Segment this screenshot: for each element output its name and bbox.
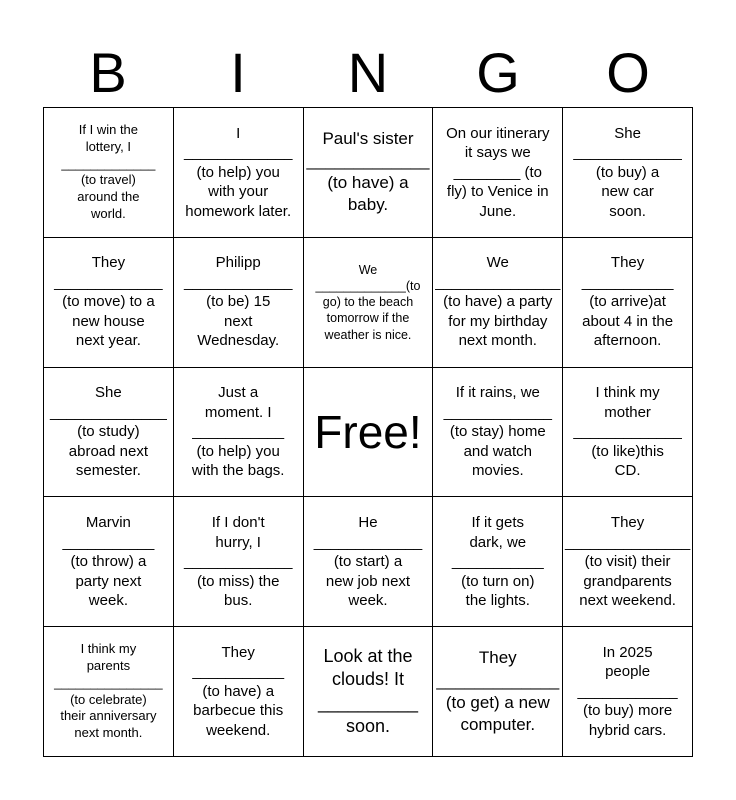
bingo-cell-r2c4 xyxy=(433,238,563,368)
bingo-cell-text: If it gets dark, we ___________ (to turn on) the lights. xyxy=(451,514,544,610)
header-letter-o: O xyxy=(606,41,650,104)
bingo-cell-text: Marvin ___________ (to throw) a party next week. xyxy=(62,514,155,610)
bingo-cell-text: Look at the clouds! It __________ soon. xyxy=(317,645,419,736)
bingo-cell-r3c1 xyxy=(44,368,174,498)
bingo-cell-r3c2 xyxy=(174,368,304,498)
bingo-cell-r2c5 xyxy=(563,238,693,368)
bingo-cell-r4c3 xyxy=(304,497,434,627)
bingo-cell-r1c2 xyxy=(174,108,304,238)
header-letter-b: B xyxy=(89,41,127,104)
bingo-cell-text: I think my mother _____________ (to like)this CD. xyxy=(573,384,682,480)
header-letter-g: G xyxy=(476,41,520,104)
bingo-cell-text: If I win the lottery, I _____________ (to travel) around the world. xyxy=(61,121,156,222)
bingo-cell-r1c4 xyxy=(433,108,563,238)
bingo-cell-r4c4 xyxy=(433,497,563,627)
bingo-cell-r4c1 xyxy=(44,497,174,627)
bingo-cell-text: Just a moment. I ___________ (to help) you with the bags. xyxy=(191,384,285,480)
bingo-cell-text: They ___________ (to arrive)at about 4 in the afternoon. xyxy=(581,254,674,350)
bingo-cell-text: They _____________ (to move) to a new house next year. xyxy=(54,254,163,350)
bingo-cell-r2c1 xyxy=(44,238,174,368)
bingo-cell-r5c5 xyxy=(563,627,693,757)
free-space-label: Free! xyxy=(314,405,422,458)
bingo-cell-r5c3 xyxy=(304,627,434,757)
bingo-cell-text: Paul's sister _____________ (to have) a baby. xyxy=(306,129,430,215)
bingo-board xyxy=(43,107,693,757)
bingo-cell-text: On our itinerary it says we ________ (to fly) to Venice in June. xyxy=(446,124,550,220)
bingo-cell-r4c2 xyxy=(174,497,304,627)
bingo-cell-r1c1 xyxy=(44,108,174,238)
bingo-cell-text: We _____________(to go) to the beach tomorrow if the weather is nice. xyxy=(315,262,421,342)
bingo-cell-text: They _______________ (to visit) their grandparents next weekend. xyxy=(565,514,691,610)
bingo-cell-text: I _____________ (to help) you with your homework later. xyxy=(183,124,293,220)
bingo-free-space xyxy=(304,368,434,498)
bingo-cell-r3c5 xyxy=(563,368,693,498)
bingo-cell-text: She ______________ (to study) abroad next semester. xyxy=(50,384,167,480)
bingo-header xyxy=(43,40,693,106)
bingo-cell-text: If I don't hurry, I _____________ (to miss) the bus. xyxy=(183,514,293,610)
bingo-cell-r1c5 xyxy=(563,108,693,238)
bingo-cell-r3c4 xyxy=(433,368,563,498)
bingo-cell-r2c2 xyxy=(174,238,304,368)
bingo-cell-text: I think my parents _______________ (to celebrate) their anniversary next month. xyxy=(54,640,163,741)
bingo-cell-r5c2 xyxy=(174,627,304,757)
bingo-cell-r5c4 xyxy=(433,627,563,757)
bingo-cell-text: He _____________ (to start) a new job next week. xyxy=(313,514,423,610)
bingo-cell-text: We _______________ (to have) a party for my birthday next month. xyxy=(435,254,561,350)
bingo-cell-r1c3 xyxy=(304,108,434,238)
bingo-cell-r2c3 xyxy=(304,238,434,368)
header-letter-n: N xyxy=(347,41,389,104)
bingo-cell-text: They _____________ (to get) a new computer. xyxy=(436,648,560,734)
header-letter-i: I xyxy=(230,41,246,104)
bingo-cell-r4c5 xyxy=(563,497,693,627)
bingo-cell-text: She _____________ (to buy) a new car soon. xyxy=(573,124,682,220)
bingo-cell-r5c1 xyxy=(44,627,174,757)
bingo-cell-text: In 2025 people ____________ (to buy) more hybrid cars. xyxy=(577,643,678,739)
bingo-cell-text: Philipp _____________ (to be) 15 next Wednesday. xyxy=(183,254,293,350)
bingo-cell-text: If it rains, we _____________ (to stay) home and watch movies. xyxy=(443,384,553,480)
bingo-cell-text: They ___________ (to have) a barbecue this weekend. xyxy=(192,643,285,739)
